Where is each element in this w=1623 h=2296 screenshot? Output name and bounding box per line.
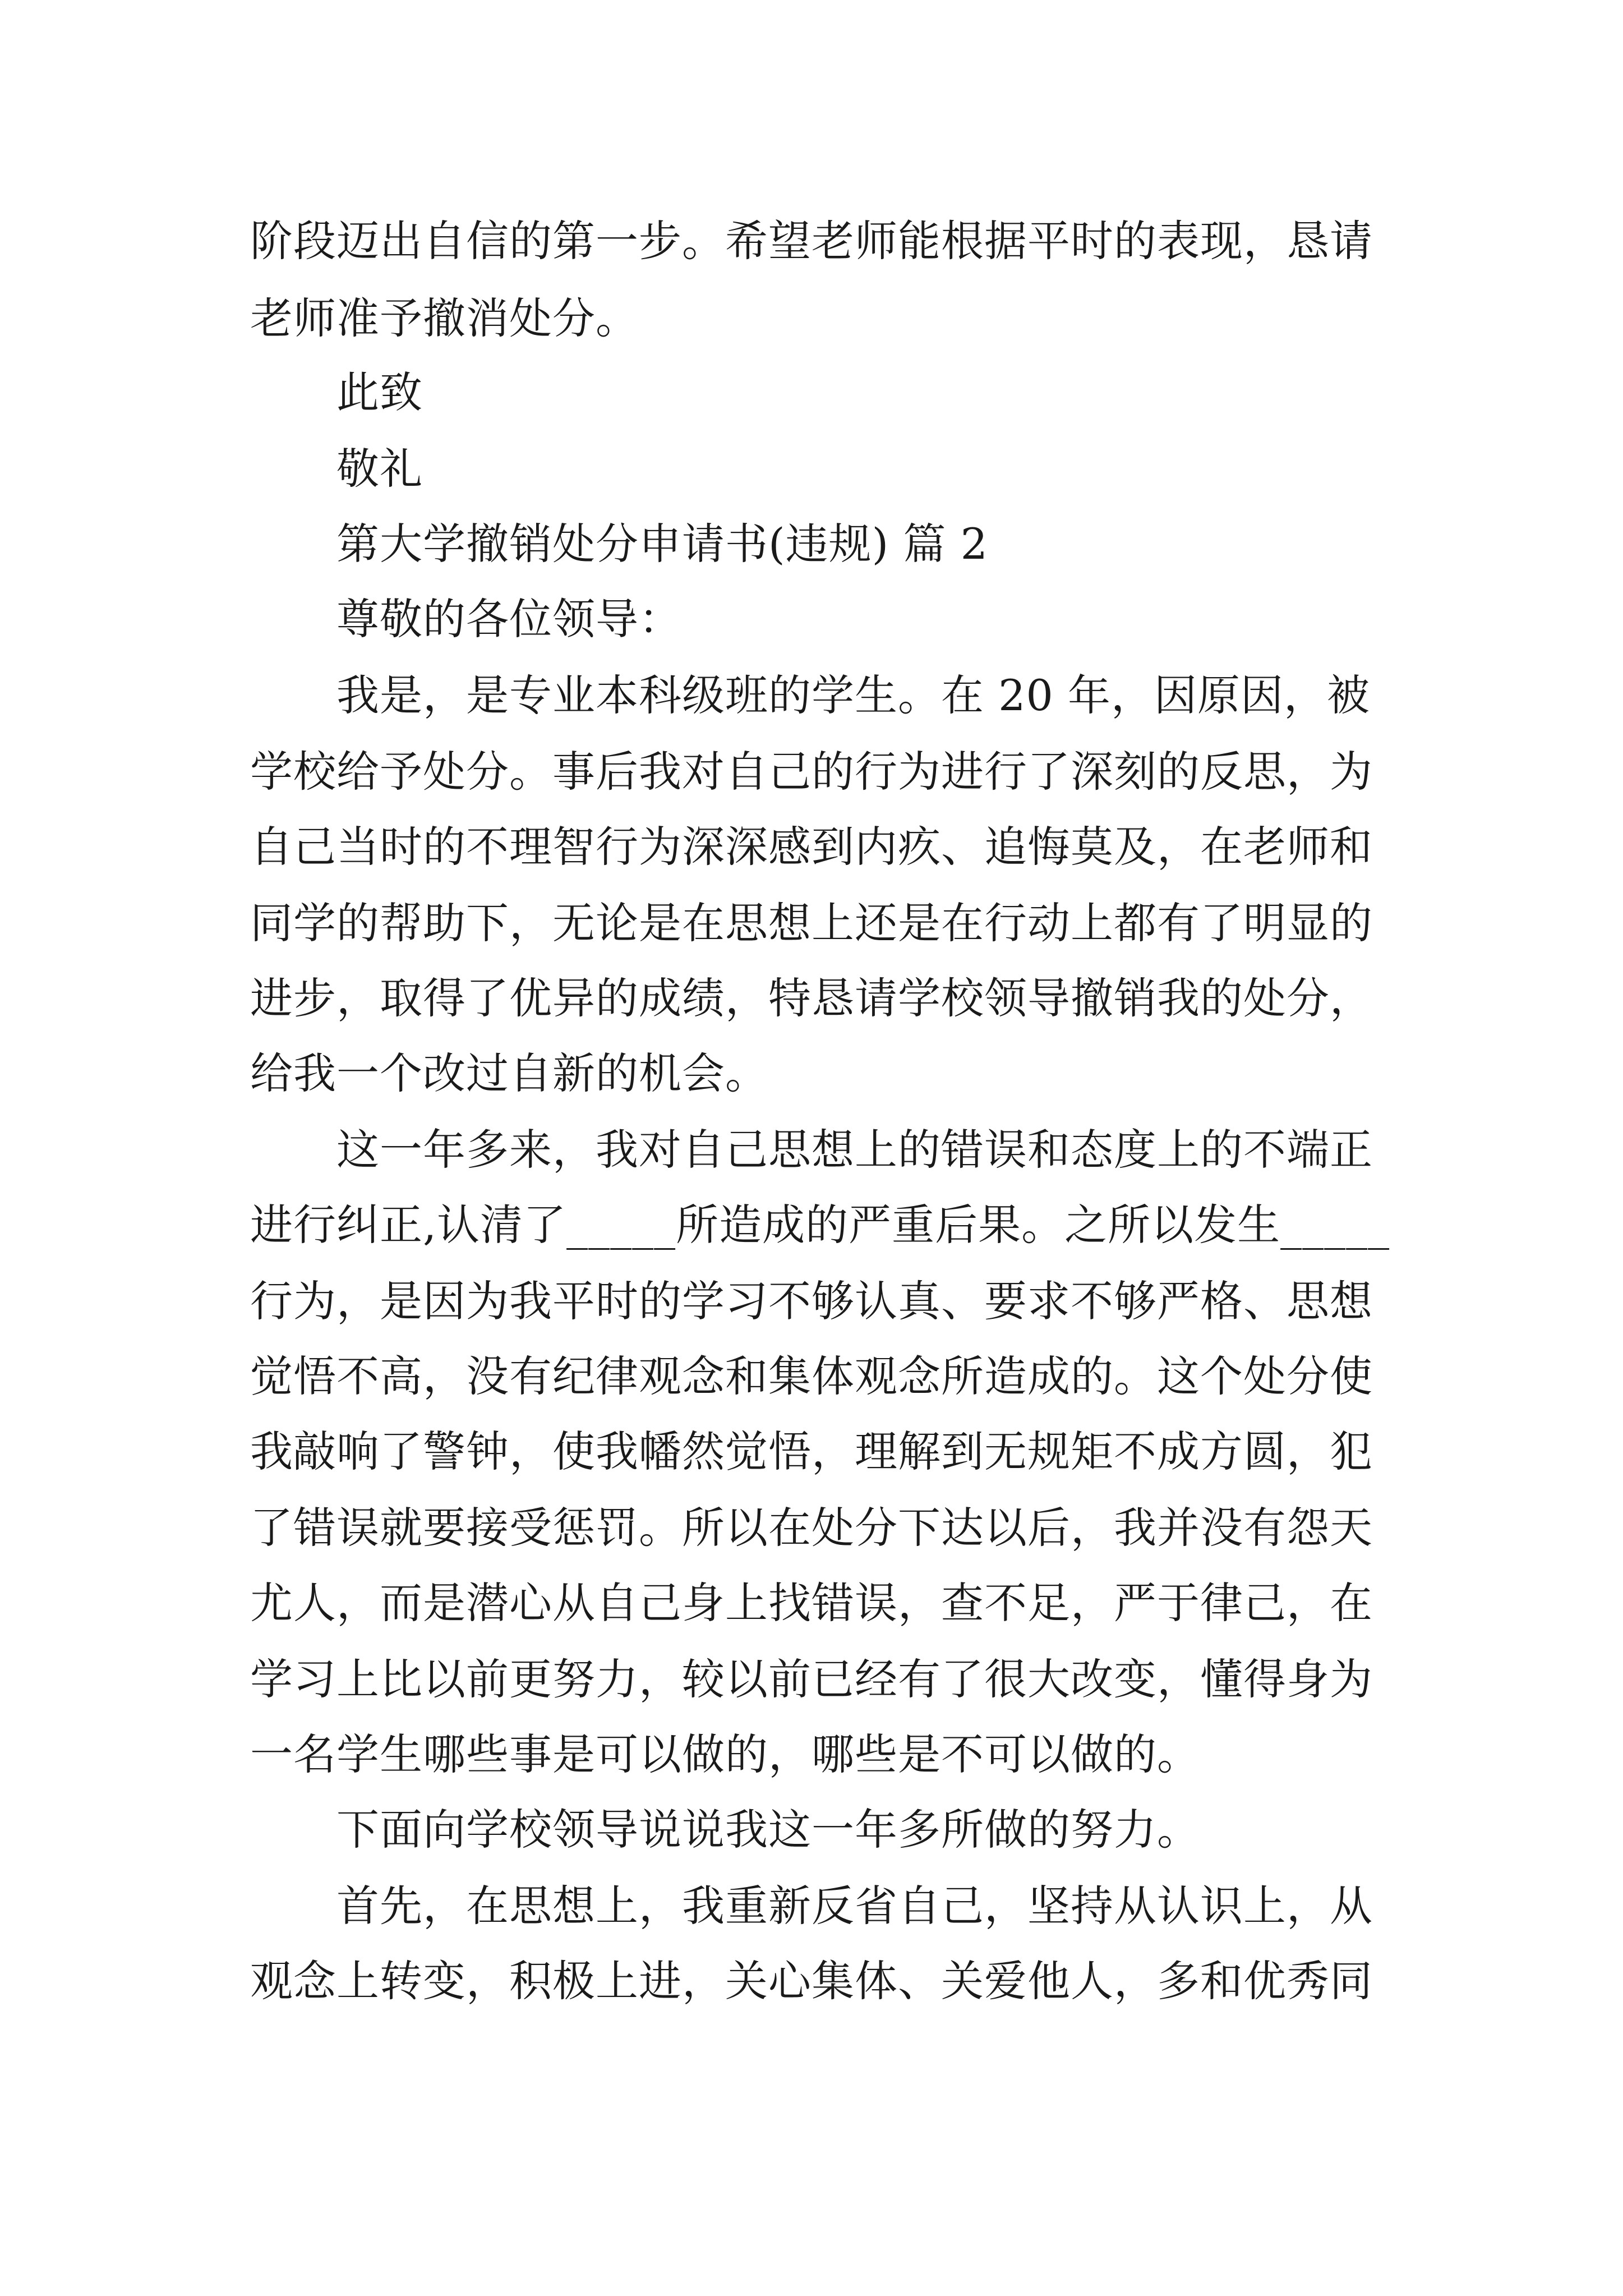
salutation-closing: 此致 (336, 367, 423, 417)
text-line: 同学的帮助下，无论是在思想上还是在行动上都有了明显的 (250, 898, 1373, 948)
text-line: 尤人，而是潜心从自己身上找错误，查不足，严于律己，在 (250, 1578, 1373, 1628)
text-line: 我敲响了警钟，使我幡然觉悟，理解到无规矩不成方圆，犯 (250, 1427, 1373, 1476)
text-line: 进行纠正,认清了_____所造成的严重后果。之所以发生_____ (250, 1200, 1390, 1250)
text-line: 进步，取得了优异的成绩，特恳请学校领导撤销我的处分， (250, 973, 1373, 1023)
section-title: 第大学撤销处分申请书(违规) 篇 2 (336, 519, 988, 569)
text-line: 给我一个改过自新的机会。 (250, 1048, 768, 1098)
text-line: 首先，在思想上，我重新反省自己，坚持从认识上，从 (336, 1881, 1373, 1931)
text-line: 自己当时的不理智行为深深感到内疚、追悔莫及，在老师和 (250, 822, 1373, 872)
text-line: 阶段迈出自信的第一步。希望老师能根据平时的表现，恳请 (250, 216, 1373, 266)
salutation-regards: 敬礼 (336, 444, 423, 494)
text-line: 行为，是因为我平时的学习不够认真、要求不够严格、思想 (250, 1276, 1373, 1326)
text-line: 一名学生哪些事是可以做的，哪些是不可以做的。 (250, 1729, 1200, 1779)
text-line: 老师准予撤消处分。 (250, 293, 639, 343)
text-line: 我是，是专业本科级班的学生。在 20 年，因原因，被 (336, 670, 1371, 720)
text-line: 这一年多来，我对自己思想上的错误和态度上的不端正 (336, 1125, 1373, 1175)
greeting: 尊敬的各位领导： (336, 594, 682, 644)
text-line: 学校给予处分。事后我对自己的行为进行了深刻的反思，为 (250, 747, 1373, 797)
text-line: 觉悟不高，没有纪律观念和集体观念所造成的。这个处分使 (250, 1351, 1373, 1401)
text-line: 学习上比以前更努力，较以前已经有了很大改变，懂得身为 (250, 1654, 1373, 1704)
text-line: 了错误就要接受惩罚。所以在处分下达以后，我并没有怨天 (250, 1503, 1373, 1553)
text-line: 观念上转变，积极上进，关心集体、关爱他人，多和优秀同 (250, 1956, 1373, 2006)
text-line: 下面向学校领导说说我这一年多所做的努力。 (336, 1805, 1200, 1855)
